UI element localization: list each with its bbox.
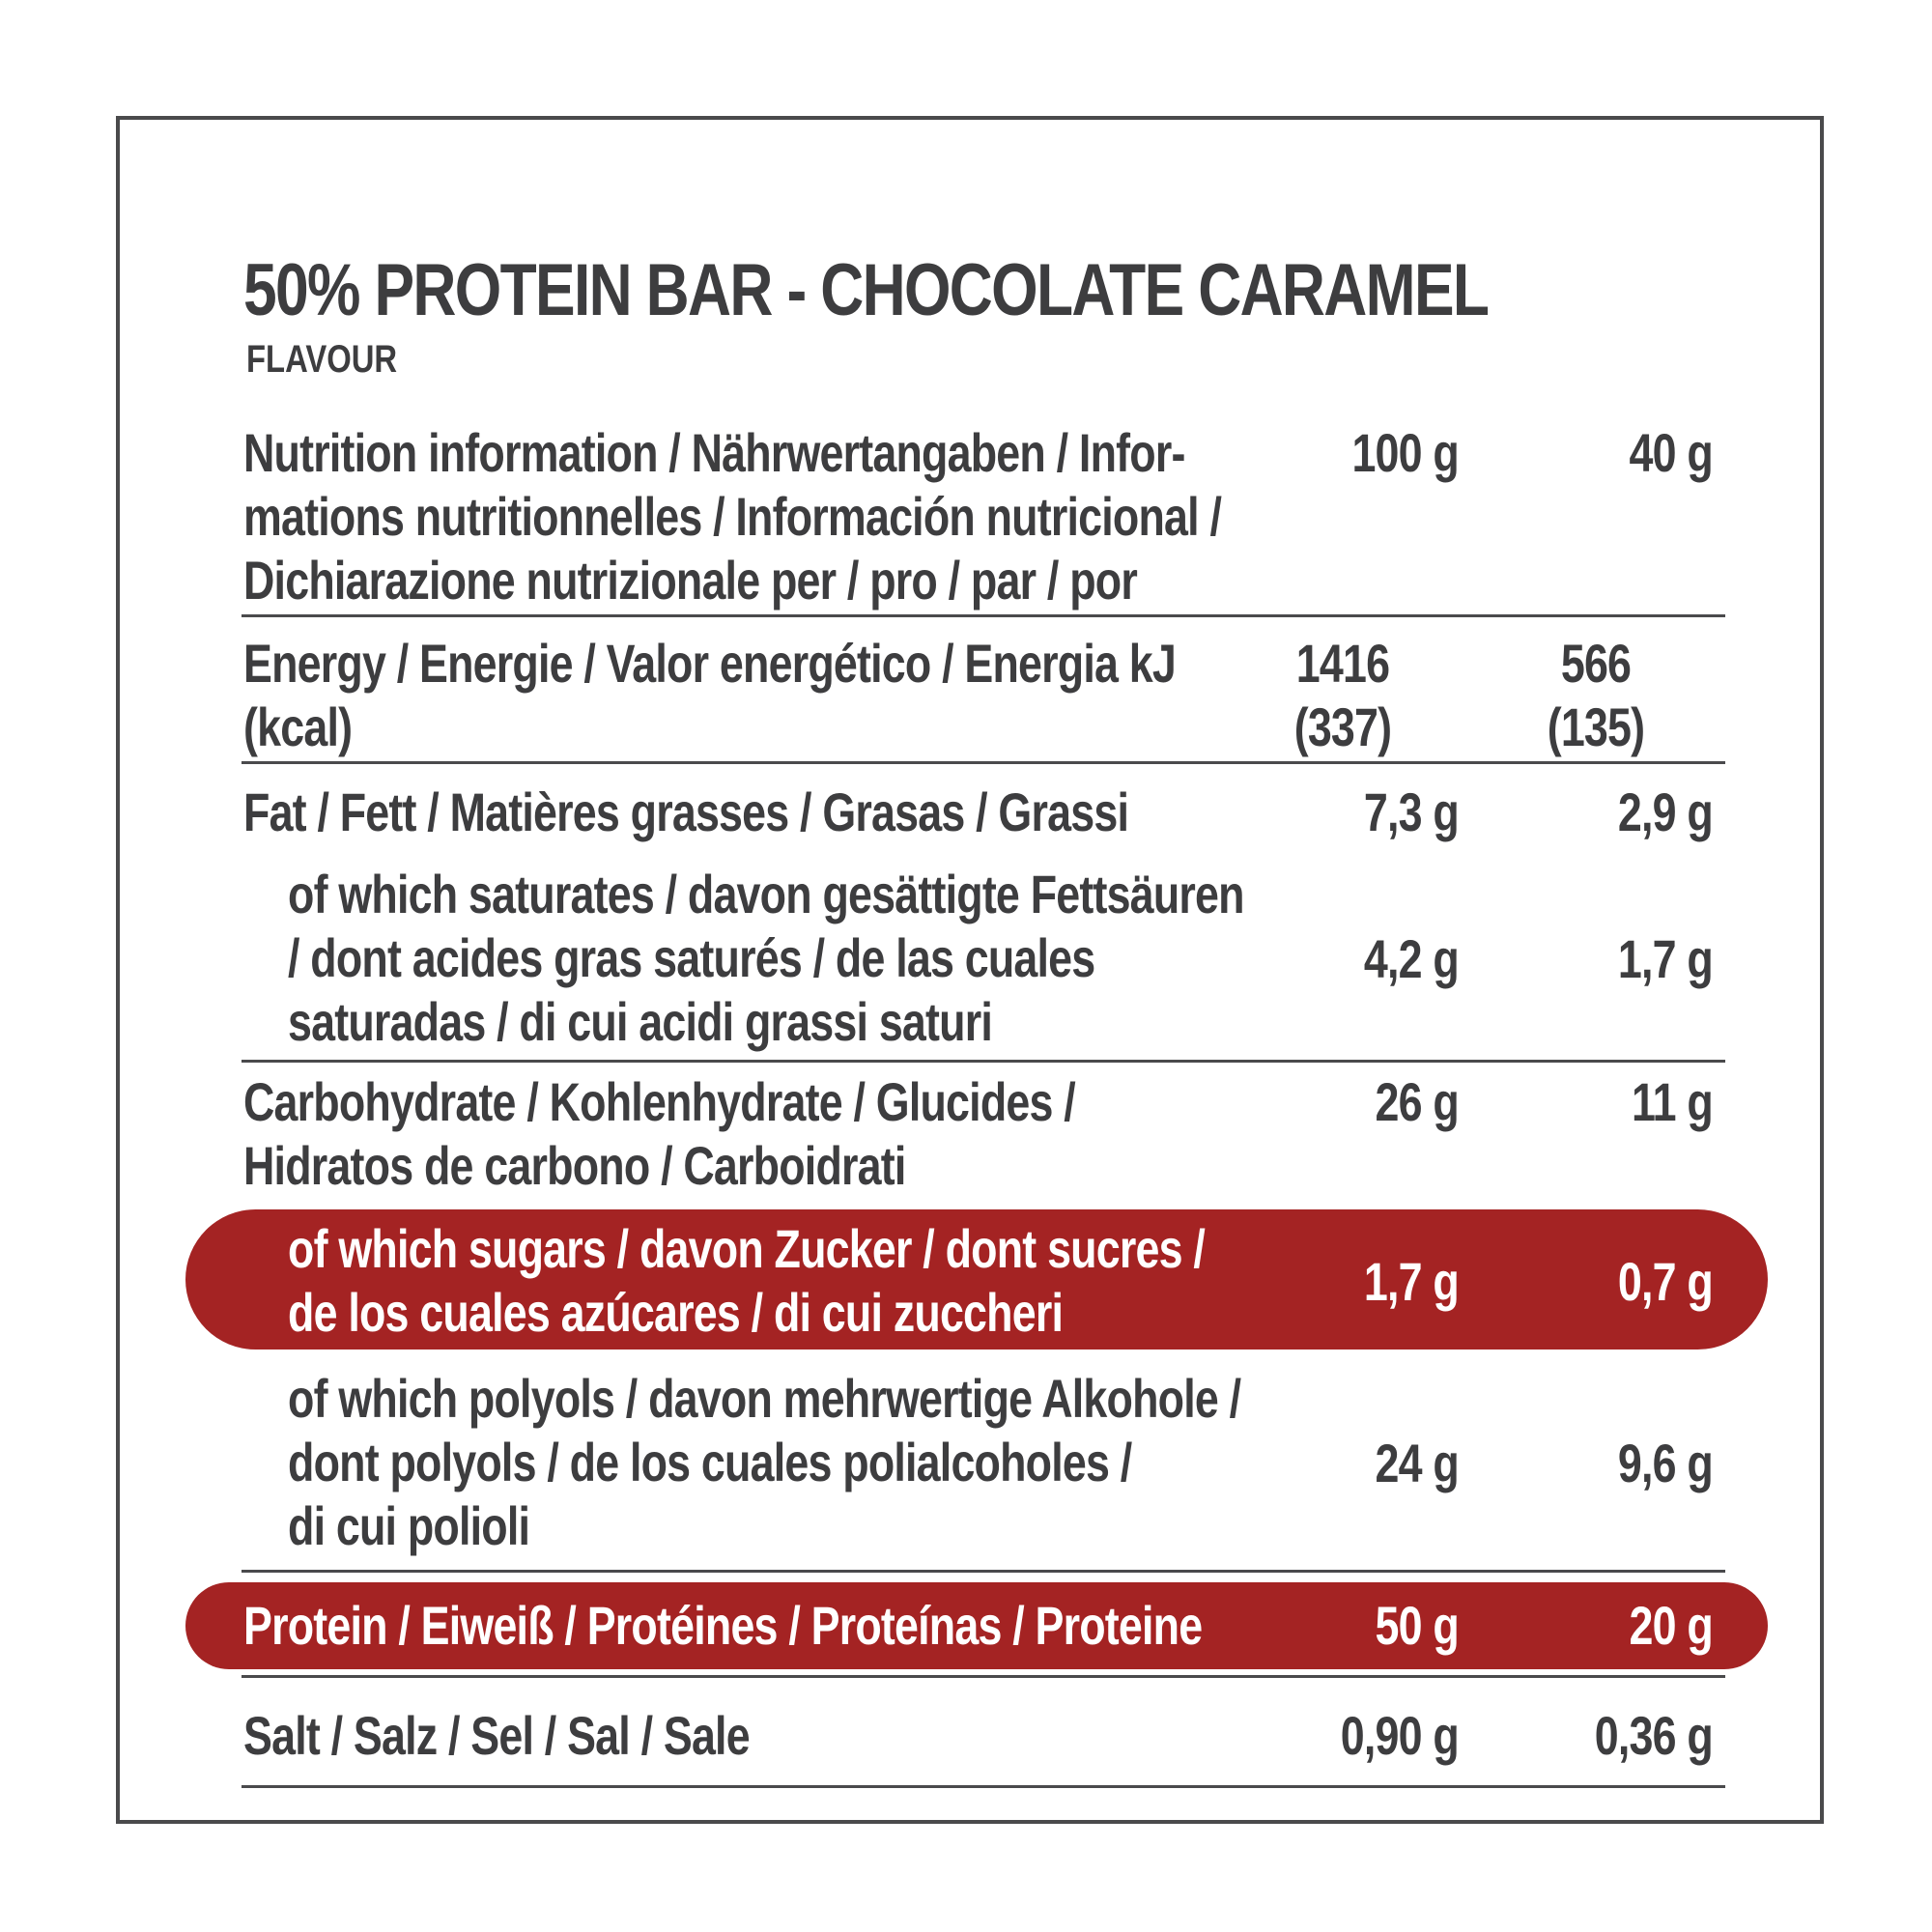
product-title: 50% PROTEIN BAR - CHOCOLATE CARAMEL — [243, 249, 1489, 331]
row-value-40g: 9,6 g — [1617, 1433, 1713, 1493]
row-value-40g: 2,9 g — [1617, 781, 1713, 842]
row-label: Protein / Eiweiß / Protéines / Proteínas / Proteine — [243, 1595, 1203, 1656]
row-value-40g: 20 g — [1629, 1595, 1713, 1656]
product-subtitle: FLAVOUR — [246, 338, 398, 381]
header-label: Nutrition information / Nährwertangaben / Infor- mations nutritionnelles / Información nutricional / Dichiarazione nutrizionale per / pro / par / por — [243, 422, 1222, 611]
row-value-40g: 1,7 g — [1617, 928, 1713, 989]
header-col-100g: 100 g — [1351, 422, 1459, 483]
divider — [242, 614, 1725, 617]
divider — [242, 1675, 1725, 1678]
row-value-40g: 0,36 g — [1594, 1705, 1713, 1766]
divider — [242, 1785, 1725, 1788]
row-value-100g: 50 g — [1375, 1595, 1459, 1656]
divider — [242, 1060, 1725, 1063]
row-value-100g: 1,7 g — [1363, 1251, 1459, 1312]
row-value-100g: 0,90 g — [1340, 1705, 1459, 1766]
row-label: Carbohydrate / Kohlenhydrate / Glucides / Hidratos de carbono / Carboidrati — [243, 1071, 1075, 1196]
row-label: of which sugars / davon Zucker / dont sucres / de los cuales azúcares / di cui zuccheri — [288, 1218, 1206, 1343]
row-value-100g: 7,3 g — [1363, 781, 1459, 842]
row-value-100g: 4,2 g — [1363, 928, 1459, 989]
divider — [242, 761, 1725, 764]
header-col-40g: 40 g — [1629, 422, 1713, 483]
row-value-40g: 0,7 g — [1617, 1251, 1713, 1312]
row-value-40g: 566 (135) — [1547, 633, 1645, 757]
row-value-100g: 1416 (337) — [1293, 633, 1392, 757]
row-label: Energy / Energie / Valor energético / Energia kJ (kcal) — [243, 633, 1177, 757]
divider — [242, 1570, 1725, 1573]
row-value-100g: 24 g — [1375, 1433, 1459, 1493]
row-label: of which polyols / davon mehrwertige Alkohole / dont polyols / de los cuales polialcoholes / di cui polioli — [288, 1368, 1241, 1556]
row-label: Fat / Fett / Matières grasses / Grasas / Grassi — [243, 781, 1129, 842]
row-label: of which saturates / davon gesättigte Fettsäuren / dont acides gras saturés / de las cuales saturadas / di cui acidi grassi saturi — [288, 864, 1244, 1052]
row-value-100g: 26 g — [1375, 1071, 1459, 1132]
row-label: Salt / Salz / Sel / Sal / Sale — [243, 1705, 750, 1766]
row-value-40g: 11 g — [1632, 1071, 1713, 1132]
